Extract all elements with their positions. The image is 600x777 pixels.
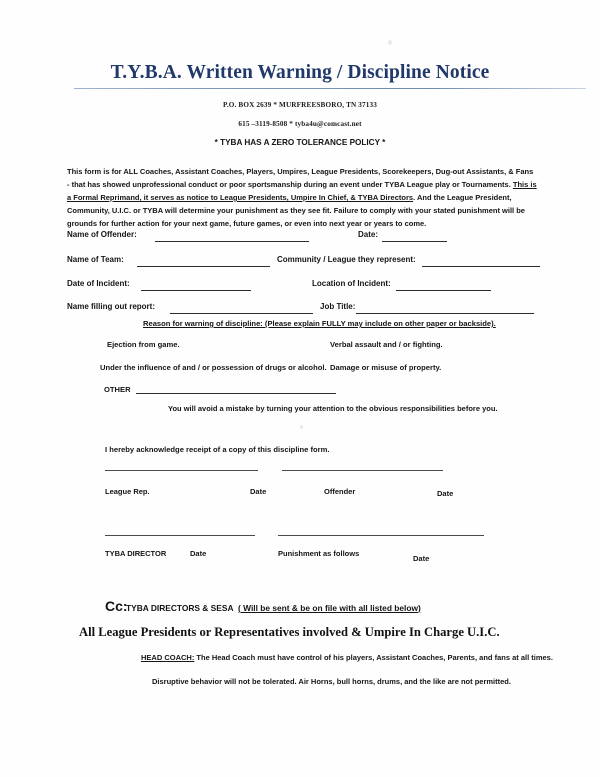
reason-item-damage[interactable]: Damage or misuse of property. xyxy=(330,363,442,372)
label-community-league: Community / League they represent: xyxy=(277,255,416,264)
intro-part-1: This form is for ALL Coaches, Assistant Coaches, Players, Umpires, League Presidents, Scorekeepers, Dug-out Assistants, & Fans - that has showed unprofessional conduct or poor sportsmanship during an event under TYBA League play or Tournaments. xyxy=(67,166,534,189)
label-name-of-offender: Name of Offender: xyxy=(67,230,137,239)
cc-note-paren-open: ( xyxy=(238,603,241,613)
input-job-title[interactable] xyxy=(356,313,534,314)
signature-line-punishment[interactable] xyxy=(278,535,484,536)
reason-item-ejection[interactable]: Ejection from game. xyxy=(107,340,180,349)
disruptive-behavior-note: Disruptive behavior will not be tolerated. Air Horns, bull horns, drums, and the like are not permitted. xyxy=(152,677,511,686)
label-date-offender: Date xyxy=(437,489,454,498)
input-date-of-incident[interactable] xyxy=(141,290,251,291)
cc-label: Cc: xyxy=(105,598,128,614)
mailing-address: P.O. BOX 2639 * MURFREESBORO, TN 37133 xyxy=(222,101,378,109)
intro-part-2: . And the League President, Community, U.I.C. or TYBA will determine your punishment as they see fit. Failure to comply with your stated punishment will be grounds for further action for your next game, future games, or even into next year or years to come. xyxy=(67,192,525,229)
input-other[interactable] xyxy=(136,393,336,394)
label-date-punishment: Date xyxy=(413,554,430,563)
league-presidents-line: All League Presidents or Representatives involved & Umpire In Charge U.I.C. xyxy=(79,625,500,639)
label-name-of-team: Name of Team: xyxy=(67,255,124,264)
zero-tolerance-banner: * TYBA HAS A ZERO TOLERANCE POLICY * xyxy=(214,138,386,147)
head-coach-text: The Head Coach must have control of his players, Assistant Coaches, Parents, and fans at all times. xyxy=(194,653,553,662)
label-date: Date: xyxy=(358,230,379,239)
signature-line-offender[interactable] xyxy=(282,470,443,471)
signature-line-league-rep[interactable] xyxy=(105,470,258,471)
label-offender: Offender xyxy=(324,487,356,496)
head-coach-label: HEAD COACH: xyxy=(141,653,195,662)
label-league-rep: League Rep. xyxy=(105,487,150,496)
head-coach-note xyxy=(141,653,553,662)
cc-recipients: TYBA DIRECTORS & SESA xyxy=(126,603,234,613)
label-job-title: Job Title: xyxy=(320,302,356,311)
input-date[interactable] xyxy=(382,241,447,242)
label-date-league-rep: Date xyxy=(250,487,267,496)
label-date-of-incident: Date of Incident: xyxy=(67,279,130,288)
cc-note-paren-close: ) xyxy=(418,603,421,613)
scan-artifact xyxy=(388,40,392,45)
reason-heading: Reason for warning of discipline: (Please explain FULLY may include on other paper or backside). xyxy=(143,319,496,328)
input-name-of-offender[interactable] xyxy=(155,241,309,242)
page-title: T.Y.B.A. Written Warning / Discipline Notice xyxy=(110,62,490,83)
input-location-of-incident[interactable] xyxy=(396,290,491,291)
cc-note xyxy=(238,603,421,613)
label-punishment: Punishment as follows xyxy=(278,549,360,558)
label-location-of-incident: Location of Incident: xyxy=(312,279,391,288)
label-name-filling-out-report: Name filling out report: xyxy=(67,302,155,311)
reason-item-influence[interactable]: Under the influence of and / or possession of drugs or alcohol. xyxy=(100,363,327,372)
scan-artifact xyxy=(300,425,303,429)
input-community-league[interactable] xyxy=(422,266,540,267)
contact-line: 615 –3119-8508 * tyba4u@comcast.net xyxy=(238,120,362,128)
intro-paragraph xyxy=(67,165,537,231)
label-other: OTHER xyxy=(104,385,131,394)
signature-line-tyba-director[interactable] xyxy=(105,535,255,536)
input-name-filling-out-report[interactable] xyxy=(170,313,313,314)
avoid-mistake-note: You will avoid a mistake by turning your attention to the obvious responsibilities before you. xyxy=(168,404,498,413)
reason-item-verbal-assault[interactable]: Verbal assault and / or fighting. xyxy=(330,340,443,349)
label-date-tyba-director: Date xyxy=(190,549,207,558)
title-divider xyxy=(74,88,586,89)
intro-emphasis: This is a Formal Reprimand, it serves as notice to League Presidents, Umpire In Chief, & TYBA Directors xyxy=(67,179,537,202)
input-name-of-team[interactable] xyxy=(137,266,270,267)
label-tyba-director: TYBA DIRECTOR xyxy=(105,549,167,558)
cc-note-text: Will be sent & be on file with all listed below xyxy=(240,603,419,613)
acknowledgement-text: I hereby acknowledge receipt of a copy of this discipline form. xyxy=(105,445,330,454)
